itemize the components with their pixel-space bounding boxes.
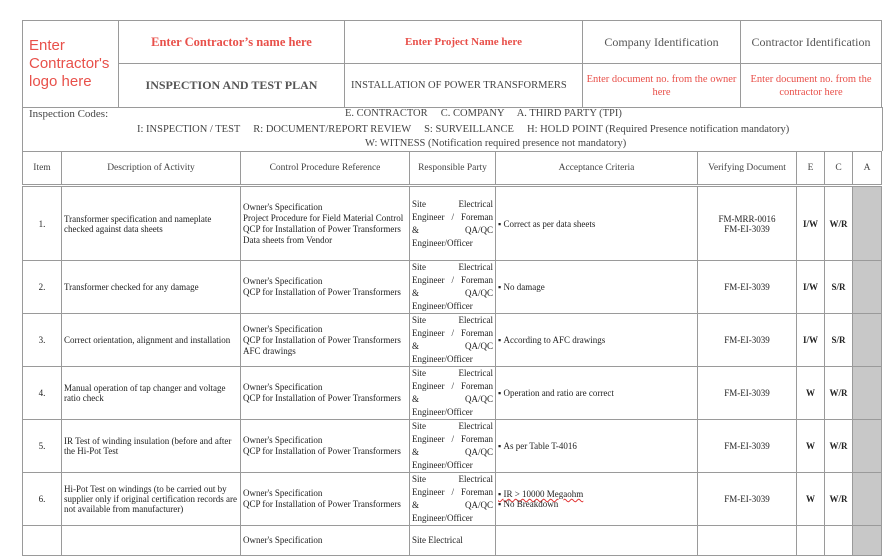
code-c[interactable]: S/R (825, 261, 853, 314)
codes-label: Inspection Codes: (29, 108, 109, 120)
table-row (23, 526, 882, 556)
responsible-line: & QA/QC (412, 224, 493, 235)
table-row (23, 473, 882, 526)
criteria-bullet: ▪ Operation and ratio are correct (498, 388, 695, 398)
responsible-line: Engineer/Officer (412, 407, 473, 417)
col-responsible: Responsible Party (410, 152, 496, 185)
responsible-party[interactable] (410, 420, 496, 473)
responsible-line: Site Electrical (412, 474, 493, 484)
verifying-document[interactable] (698, 473, 797, 526)
contractor-logo-placeholder[interactable]: Enter Contractor's logo here (23, 21, 119, 108)
company-identification: Company Identification (583, 21, 741, 64)
responsible-line: Engineer / Foreman (412, 275, 493, 285)
verifying-doc-line: FM-EI-3039 (724, 388, 770, 398)
procedure-line: Owner's Specification (243, 276, 323, 286)
responsible-party[interactable] (410, 314, 496, 367)
procedure-reference[interactable] (241, 261, 410, 314)
code-a[interactable] (853, 314, 882, 367)
table-row (23, 314, 882, 367)
contractor-identification: Contractor Identification (741, 21, 882, 64)
code-e[interactable]: I/W (797, 261, 825, 314)
acceptance-criteria[interactable] (496, 367, 698, 420)
responsible-line: Engineer/Officer (412, 354, 473, 364)
procedure-reference[interactable] (241, 187, 410, 261)
activity-description[interactable]: Transformer checked for any damage (62, 261, 241, 314)
item-number[interactable]: 2. (23, 261, 62, 314)
procedure-line: QCP for Installation of Power Transformers (243, 393, 401, 403)
codes-line-parties: E. CONTRACTOR C. COMPANY A. THIRD PARTY (TPI) (345, 108, 622, 119)
item-number[interactable]: 6. (23, 473, 62, 526)
responsible-line: Engineer / Foreman (412, 487, 493, 497)
activity-description[interactable]: Hi-Pot Test on windings (to be carried out by supplier only if original certification records are not available from manufacturer) (62, 473, 241, 526)
acceptance-criteria[interactable] (496, 314, 698, 367)
procedure-reference[interactable] (241, 314, 410, 367)
item-number[interactable]: 1. (23, 187, 62, 261)
verifying-doc-line: FM-EI-3039 (724, 282, 770, 292)
responsible-line: Engineer / Foreman (412, 328, 493, 338)
procedure-line: QCP for Installation of Power Transformers (243, 287, 401, 297)
code-e[interactable]: W (797, 473, 825, 526)
responsible-party[interactable] (410, 367, 496, 420)
verifying-document[interactable] (698, 367, 797, 420)
code-c[interactable]: S/R (825, 314, 853, 367)
procedure-line: AFC drawings (243, 345, 296, 356)
code-a[interactable] (853, 261, 882, 314)
procedure-line: Project Procedure for Field Material Control (243, 212, 404, 223)
criteria-bullet: ▪ No damage (498, 282, 695, 292)
code-c[interactable]: W/R (825, 367, 853, 420)
verifying-doc-line: FM-EI-3039 (724, 223, 770, 234)
col-e: E (797, 152, 825, 185)
responsible-line: & QA/QC (412, 447, 493, 457)
verifying-doc-line: FM-MRR-0016 (718, 213, 776, 224)
col-item: Item (23, 152, 62, 185)
verifying-doc-line: FM-EI-3039 (724, 335, 770, 345)
procedure-line: Owner's Specification (243, 323, 323, 334)
plan-scope: INSTALLATION OF POWER TRANSFORMERS (345, 64, 583, 108)
acceptance-criteria[interactable] (496, 261, 698, 314)
responsible-party[interactable] (410, 526, 496, 556)
responsible-line: & QA/QC (412, 500, 493, 510)
criteria-bullet: ▪ IR > 10000 Megaohm (498, 489, 695, 499)
responsible-line: & QA/QC (412, 341, 493, 351)
responsible-line: Site Electrical (412, 315, 493, 325)
code-a[interactable] (853, 187, 882, 261)
responsible-party[interactable] (410, 261, 496, 314)
responsible-line: Site Electrical (412, 368, 493, 378)
code-a[interactable] (853, 420, 882, 473)
codes-line-types: I: INSPECTION / TEST R: DOCUMENT/REPORT REVIEW S: SURVEILLANCE H: HOLD POINT (Required Presence notification mandatory) (137, 124, 790, 135)
table-row (23, 187, 882, 261)
project-name-field[interactable]: Enter Project Name here (345, 21, 583, 64)
verifying-document[interactable] (698, 261, 797, 314)
col-description: Description of Activity (62, 152, 241, 185)
col-c: C (825, 152, 853, 185)
procedure-reference[interactable] (241, 526, 410, 556)
inspection-codes (22, 107, 883, 151)
responsible-party[interactable] (410, 187, 496, 261)
responsible-line: Engineer / Foreman (412, 434, 493, 444)
acceptance-criteria[interactable] (496, 526, 698, 556)
procedure-reference[interactable] (241, 473, 410, 526)
col-verifying: Verifying Document (698, 152, 797, 185)
responsible-line: Engineer/Officer (412, 237, 473, 248)
code-c[interactable] (825, 526, 853, 556)
code-e[interactable]: I/W (797, 187, 825, 261)
document-header (22, 20, 882, 108)
verifying-document[interactable] (698, 187, 797, 261)
code-a[interactable] (853, 473, 882, 526)
acceptance-criteria[interactable] (496, 473, 698, 526)
activity-description[interactable] (62, 526, 241, 556)
item-number[interactable]: 4. (23, 367, 62, 420)
procedure-line: Owner's Specification (243, 488, 323, 498)
item-number[interactable]: 3. (23, 314, 62, 367)
item-number[interactable]: 5. (23, 420, 62, 473)
responsible-line: Site Electrical (412, 198, 493, 209)
inspection-test-plan-table (22, 151, 882, 556)
responsible-line: Engineer / Foreman (412, 211, 493, 222)
activity-description[interactable]: Correct orientation, alignment and installation (62, 314, 241, 367)
procedure-reference[interactable] (241, 420, 410, 473)
responsible-line: Site Electrical (412, 262, 493, 272)
plan-title: INSPECTION AND TEST PLAN (119, 64, 345, 108)
contractor-document-number-field[interactable]: Enter document no. from the contractor here (741, 64, 882, 108)
responsible-line: Engineer / Foreman (412, 381, 493, 391)
procedure-line: Owner's Specification (243, 201, 323, 212)
activity-description[interactable]: Transformer specification and nameplate checked against data sheets (62, 187, 241, 261)
item-number[interactable] (23, 526, 62, 556)
activity-description[interactable]: IR Test of winding insulation (before and after the Hi-Pot Test (62, 420, 241, 473)
responsible-line: Engineer/Officer (412, 460, 473, 470)
responsible-line: Site Electrical (412, 421, 493, 431)
procedure-line: Data sheets from Vendor (243, 234, 333, 245)
responsible-line: Engineer/Officer (412, 513, 473, 523)
code-e[interactable]: W (797, 367, 825, 420)
criteria-bullet: ▪ As per Table T-4016 (498, 441, 695, 451)
responsible-line: Site Electrical (412, 535, 463, 545)
activity-description[interactable]: Manual operation of tap changer and voltage ratio check (62, 367, 241, 420)
procedure-line: QCP for Installation of Power Transformers (243, 499, 401, 509)
procedure-line: QCP for Installation of Power Transformers (243, 334, 401, 345)
col-procedure: Control Procedure Reference (241, 152, 410, 185)
code-e[interactable]: I/W (797, 314, 825, 367)
code-a[interactable] (853, 526, 882, 556)
verifying-document[interactable] (698, 526, 797, 556)
criteria-bullet: ▪ No Breakdown (498, 499, 695, 509)
criteria-bullet: ▪ According to AFC drawings (498, 335, 695, 345)
contractor-name-field[interactable]: Enter Contractor’s name here (119, 21, 345, 64)
acceptance-criteria[interactable] (496, 187, 698, 261)
verifying-document[interactable] (698, 314, 797, 367)
procedure-reference[interactable] (241, 367, 410, 420)
owner-document-number-field[interactable]: Enter document no. from the owner here (583, 64, 741, 108)
code-e[interactable] (797, 526, 825, 556)
responsible-line: & QA/QC (412, 288, 493, 298)
responsible-line: Engineer/Officer (412, 301, 473, 311)
verifying-doc-line: FM-EI-3039 (724, 441, 770, 451)
table-header-row (23, 152, 882, 185)
code-e[interactable]: W (797, 420, 825, 473)
col-a: A (853, 152, 882, 185)
codes-line-witness: W: WITNESS (Notification required presence not mandatory) (365, 138, 627, 149)
procedure-line: Owner's Specification (243, 435, 323, 445)
col-acceptance: Acceptance Criteria (496, 152, 698, 185)
table-row (23, 420, 882, 473)
verifying-doc-line: FM-EI-3039 (724, 494, 770, 504)
responsible-party[interactable] (410, 473, 496, 526)
table-row (23, 261, 882, 314)
code-a[interactable] (853, 367, 882, 420)
procedure-line: QCP for Installation of Power Transformers (243, 223, 401, 234)
verifying-document[interactable] (698, 420, 797, 473)
code-c[interactable]: W/R (825, 187, 853, 261)
procedure-line: QCP for Installation of Power Transformers (243, 446, 401, 456)
acceptance-criteria[interactable] (496, 420, 698, 473)
criteria-bullet: ▪ Correct as per data sheets (498, 219, 695, 229)
code-c[interactable]: W/R (825, 473, 853, 526)
responsible-line: & QA/QC (412, 394, 493, 404)
procedure-line: Owner's Specification (243, 382, 323, 392)
table-row (23, 367, 882, 420)
code-c[interactable]: W/R (825, 420, 853, 473)
procedure-line: Owner's Specification (243, 535, 323, 545)
